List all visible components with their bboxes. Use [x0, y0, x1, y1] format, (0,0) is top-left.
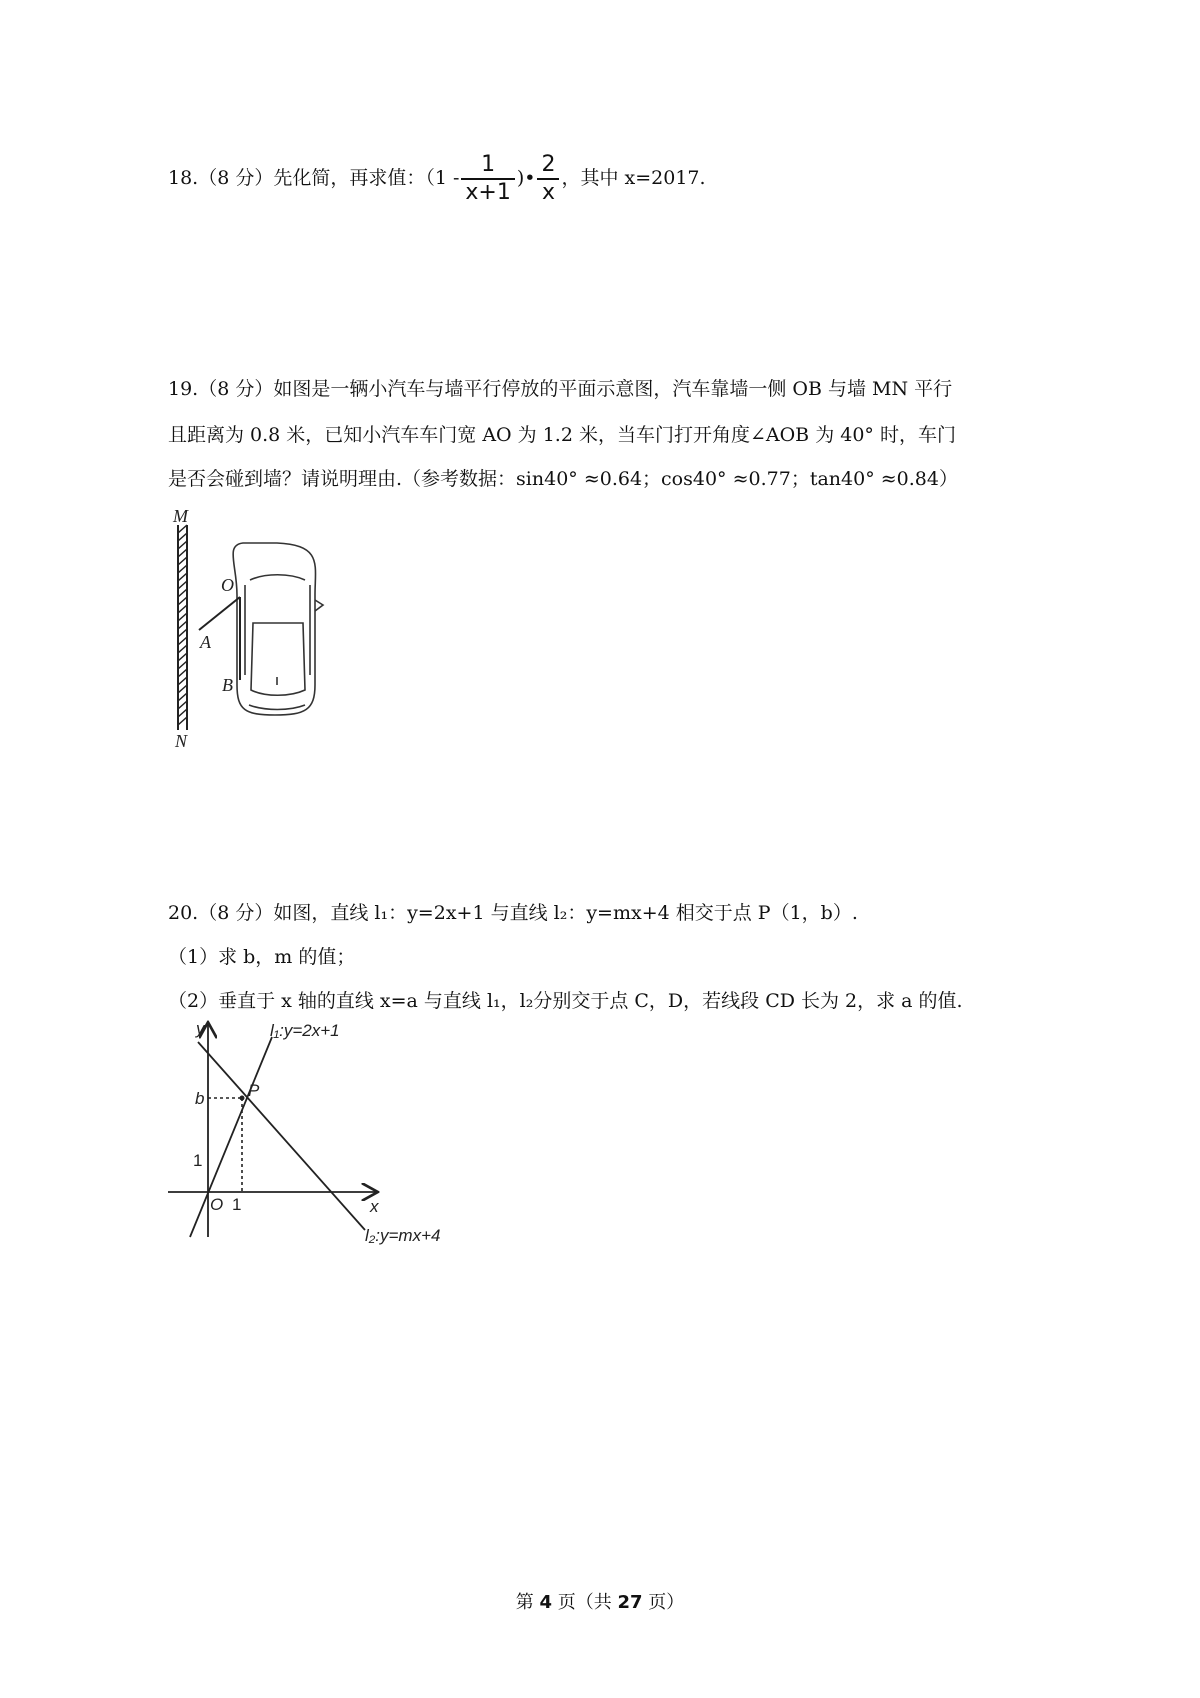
label-p: P [248, 1081, 260, 1100]
label-l1: l₁:y=2x+1 [270, 1021, 340, 1040]
question-20-line-1: 20.（8 分）如图，直线 l₁：y=2x+1 与直线 l₂：y=mx+4 相交于点 P（1，b）. [168, 902, 858, 924]
label-b: B [222, 675, 233, 695]
footer-post: 页） [648, 1592, 685, 1613]
footer-page-number: 4 [539, 1592, 552, 1613]
label-one-y: 1 [193, 1151, 203, 1170]
question-20-line-2: （1）求 b，m 的值； [168, 946, 356, 968]
label-l2: l₂:y=mx+4 [365, 1226, 441, 1245]
label-origin: O [210, 1195, 224, 1214]
page-footer [0, 1588, 1200, 1614]
question-19-line-1: 19.（8 分）如图是一辆小汽车与墙平行停放的平面示意图，汽车靠墙一侧 OB 与墙 MN 平行 [168, 378, 953, 400]
fraction-2-numerator: 2 [541, 152, 556, 177]
fraction-1-denominator: x+1 [461, 178, 514, 206]
wall-mn [178, 525, 187, 730]
footer-mid: 页（共 [557, 1592, 612, 1613]
label-y: y [196, 1019, 205, 1038]
label-n: N [175, 731, 188, 750]
question-18 [168, 148, 706, 208]
footer-total-pages: 27 [617, 1592, 643, 1613]
label-b: b [195, 1089, 205, 1108]
label-x: x [370, 1197, 379, 1216]
door-ao [199, 597, 240, 630]
question-19-line-2: 且距离为 0.8 米，已知小汽车车门宽 AO 为 1.2 米，当车门打开角度∠AOB 为 40° 时，车门 [168, 424, 956, 446]
footer-pre: 第 [515, 1592, 534, 1613]
point-p [240, 1096, 245, 1101]
car-outline [233, 543, 323, 715]
fraction-1 [461, 152, 514, 206]
q18-mid: )• [516, 167, 536, 189]
q18-prefix: 18.（8 分）先化简，再求值：（1 - [168, 167, 460, 189]
fraction-2 [537, 152, 559, 206]
label-one-x: 1 [232, 1195, 242, 1214]
fraction-1-numerator: 1 [481, 152, 496, 177]
question-20-line-3: （2）垂直于 x 轴的直线 x=a 与直线 l₁，l₂分别交于点 C，D，若线段 CD 长为 2，求 a 的值. [168, 990, 963, 1012]
question-19-line-3: 是否会碰到墙？请说明理由.（参考数据：sin40° ≈0.64；cos40° ≈0.77；tan40° ≈0.84） [168, 468, 958, 490]
q18-suffix: ，其中 x=2017. [561, 167, 706, 189]
label-m: M [173, 506, 188, 526]
label-o: O [221, 575, 234, 595]
fraction-2-denominator: x [537, 178, 559, 206]
car-wall-figure [165, 505, 335, 750]
label-a: A [200, 632, 211, 652]
line-l1 [190, 1037, 272, 1237]
coordinate-figure [160, 1012, 470, 1252]
